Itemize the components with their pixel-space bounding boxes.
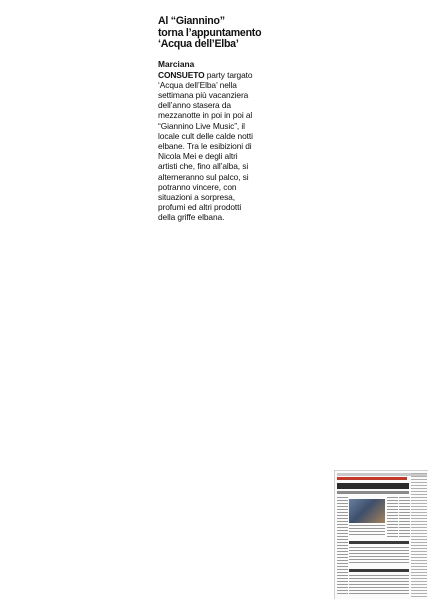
body-line: “Giannino Live Music”, il <box>158 120 245 131</box>
thumbnail-right-column <box>411 473 427 597</box>
headline-line: ‘Acqua dell’Elba’ <box>158 38 239 50</box>
body-line: dell’anno stasera da <box>158 100 231 111</box>
thumbnail-column <box>399 497 410 537</box>
thumbnail-headline-2 <box>349 541 409 544</box>
thumbnail-headline <box>337 483 409 489</box>
body-line: mezzanotte in poi in poi al <box>158 110 253 121</box>
thumbnail-text-block <box>349 525 385 537</box>
body-line: artisti che, fino all’alba, si <box>158 161 249 172</box>
page-thumbnail[interactable] <box>334 470 428 599</box>
body-line: alterneranno sul palco, si <box>158 171 249 182</box>
headline-line: Al “Giannino” <box>158 15 225 27</box>
thumbnail-headline-3 <box>349 569 409 572</box>
thumbnail-text-block <box>349 547 409 565</box>
body-line: della griffe elbana. <box>158 212 225 223</box>
thumbnail-photo <box>349 499 385 523</box>
thumbnail-subhead <box>337 491 409 494</box>
body-line: profumi ed altri prodotti <box>158 202 242 213</box>
body-line: ‘Acqua dell’Elba’ nella <box>158 79 237 90</box>
body-line: settimana più vacanziera <box>158 89 249 100</box>
headline-line: torna l’appuntamento <box>158 26 262 39</box>
article-location: Marciana <box>158 58 195 69</box>
thumbnail-text-block <box>349 575 409 595</box>
body-first-line-rest: party targato <box>204 69 253 80</box>
body-line: situazioni a sorpresa, <box>158 191 235 202</box>
body-line-first <box>158 70 270 80</box>
article-headline <box>158 16 270 51</box>
article-body <box>158 70 270 223</box>
body-line: elbane. Tra le esibizioni di <box>158 140 252 151</box>
lead-word: CONSUETO <box>158 69 205 80</box>
body-line: Nicola Mei e degli altri <box>158 151 238 162</box>
thumbnail-section-bar <box>337 477 407 480</box>
article <box>158 16 270 223</box>
body-line: locale cult delle calde notti <box>158 130 253 141</box>
body-line: potranno vincere, con <box>158 181 237 192</box>
thumbnail-column <box>387 497 398 537</box>
thumbnail-column <box>337 497 348 595</box>
